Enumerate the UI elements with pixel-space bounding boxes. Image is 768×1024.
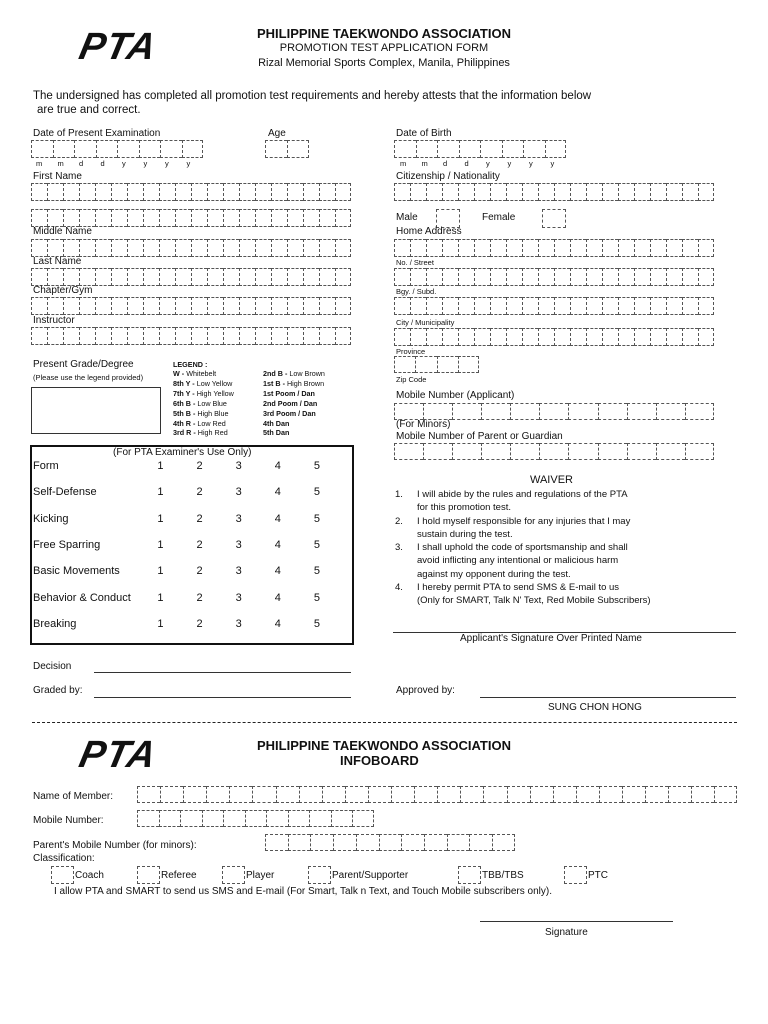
coach-checkbox[interactable] (51, 866, 74, 884)
legend-left: W - Whitebelt 8th Y - Low Yellow 7th Y - High Yellow 6th B - Low Blue 5th B - High Blue 4th R - Low Red 3rd R - High Red (173, 369, 234, 438)
score-option[interactable]: 1 (157, 486, 164, 498)
player-label: Player (246, 870, 275, 881)
score-option[interactable]: 4 (274, 486, 281, 498)
infoboard-signature-line[interactable] (480, 921, 673, 922)
score-option[interactable]: 1 (157, 592, 164, 604)
chapter-boxes[interactable] (31, 297, 351, 315)
infoboard-org: PHILIPPINE TAEKWONDO ASSOCIATION (257, 738, 511, 753)
label-last-name: Last Name (33, 256, 82, 267)
tbb-tbs-label: TBB/TBS (482, 870, 524, 881)
mobile-boxes[interactable] (137, 810, 374, 827)
parent-supporter-checkbox[interactable] (308, 866, 331, 884)
referee-checkbox[interactable] (137, 866, 160, 884)
label-middle-name: Middle Name (33, 226, 92, 237)
infoboard-signature-label: Signature (545, 927, 588, 938)
label-date-exam: Date of Present Examination (33, 128, 161, 139)
venue: Rizal Memorial Sports Complex, Manila, Philippines (258, 57, 510, 69)
score-option[interactable]: 3 (235, 460, 242, 472)
last-name-boxes[interactable] (31, 268, 351, 286)
waiver-title: WAIVER (530, 474, 573, 486)
form-title: PROMOTION TEST APPLICATION FORM (279, 42, 489, 54)
score-row (33, 565, 353, 577)
name-member-boxes[interactable] (137, 786, 737, 803)
score-option[interactable]: 2 (196, 486, 203, 498)
label-female: Female (482, 212, 516, 223)
label-citizenship: Citizenship / Nationality (396, 171, 500, 182)
score-option[interactable]: 2 (196, 592, 203, 604)
date-birth-hint: m m d d y y y y (400, 159, 555, 168)
score-option[interactable]: 5 (313, 486, 320, 498)
score-option[interactable]: 1 (157, 513, 164, 525)
infoboard-title: INFOBOARD (340, 753, 419, 768)
bgy-boxes[interactable] (394, 297, 714, 315)
referee-label: Referee (161, 870, 197, 881)
label-name-member: Name of Member: (33, 791, 114, 802)
score-option[interactable]: 4 (274, 592, 281, 604)
first-name-boxes-2[interactable] (31, 209, 351, 227)
score-option[interactable]: 5 (313, 539, 320, 551)
score-option[interactable]: 4 (274, 618, 281, 630)
label-mobile-parent: Mobile Number of Parent or Guardian (396, 431, 563, 442)
examiner-caption: (For PTA Examiner's Use Only) (113, 447, 252, 458)
label-street: No. / Street (396, 258, 434, 267)
label-first-name: First Name (33, 171, 82, 182)
present-grade-box[interactable] (31, 387, 161, 434)
zip-boxes[interactable] (394, 356, 479, 373)
score-option[interactable]: 5 (313, 460, 320, 472)
score-option[interactable]: 3 (235, 592, 242, 604)
label-mobile-applicant: Mobile Number (Applicant) (396, 390, 515, 401)
legend-title: LEGEND : (173, 360, 208, 369)
score-option[interactable]: 1 (157, 565, 164, 577)
score-option[interactable]: 2 (196, 565, 203, 577)
score-option[interactable]: 3 (235, 486, 242, 498)
score-option[interactable]: 2 (196, 513, 203, 525)
score-row-label: Self-Defense (33, 486, 97, 498)
score-row (33, 460, 353, 472)
org-title: PHILIPPINE TAEKWONDO ASSOCIATION (257, 26, 511, 41)
legend-hint: (Please use the legend provided) (33, 373, 144, 382)
score-row (33, 592, 353, 604)
score-option[interactable]: 4 (274, 565, 281, 577)
label-male: Male (396, 212, 418, 223)
score-option[interactable]: 5 (313, 618, 320, 630)
applicant-signature-label: Applicant's Signature Over Printed Name (460, 633, 642, 644)
pta-logo: PTA (75, 26, 161, 68)
ptc-checkbox[interactable] (564, 866, 587, 884)
label-zip: Zip Code (396, 375, 427, 384)
score-option[interactable]: 2 (196, 460, 203, 472)
label-chapter: Chapter/Gym (33, 285, 93, 296)
coach-label: Coach (75, 870, 104, 881)
score-option[interactable]: 4 (274, 460, 281, 472)
label-for-minors: (For Minors) (396, 419, 451, 430)
intro-line-2: are true and correct. (37, 104, 141, 116)
score-option[interactable]: 5 (313, 565, 320, 577)
label-graded-by: Graded by: (33, 685, 83, 696)
score-row (33, 539, 353, 551)
date-exam-boxes[interactable] (31, 140, 203, 158)
label-parent-mobile: Parent's Mobile Number (for minors): (33, 840, 197, 851)
label-bgy: Bgy. / Subd. (396, 287, 437, 296)
score-option[interactable]: 3 (235, 565, 242, 577)
middle-name-boxes[interactable] (31, 239, 351, 257)
score-option[interactable]: 1 (157, 618, 164, 630)
consent-text: I allow PTA and SMART to send us SMS and E-mail (For Smart, Talk n Text, and Touch Mobile subscribers only). (54, 886, 552, 897)
citizenship-boxes[interactable] (394, 183, 714, 201)
label-age: Age (268, 128, 286, 139)
pta-logo-infoboard: PTA (75, 734, 161, 776)
score-option[interactable]: 2 (196, 618, 203, 630)
score-row (33, 513, 353, 525)
score-row-label: Basic Movements (33, 565, 120, 577)
score-option[interactable]: 1 (157, 539, 164, 551)
label-mobile: Mobile Number: (33, 815, 104, 826)
label-approved-by: Approved by: (396, 685, 455, 696)
score-row (33, 486, 353, 498)
street-boxes[interactable] (394, 268, 714, 286)
score-option[interactable]: 3 (235, 539, 242, 551)
label-present-grade: Present Grade/Degree (33, 359, 134, 370)
label-decision: Decision (33, 661, 72, 672)
score-option[interactable]: 5 (313, 513, 320, 525)
city-boxes[interactable] (394, 328, 714, 346)
score-option[interactable]: 4 (274, 513, 281, 525)
date-birth-boxes[interactable] (394, 140, 566, 158)
intro-line-1: The undersigned has completed all promotion test requirements and hereby attests that the information below (33, 90, 592, 102)
parent-supporter-label: Parent/Supporter (332, 870, 409, 881)
label-home-address: Home Address (396, 226, 462, 237)
label-province: Province (396, 347, 426, 356)
score-row-label: Kicking (33, 513, 69, 525)
label-classification: Classification: (33, 853, 95, 864)
parent-mobile-boxes[interactable] (265, 834, 515, 851)
cut-line (32, 722, 737, 723)
label-city: City / Municipality (396, 318, 455, 327)
tbb-tbs-checkbox[interactable] (458, 866, 481, 884)
score-row (33, 618, 353, 630)
first-name-boxes-1[interactable] (31, 183, 351, 201)
date-exam-hint: m m d d y y y y (36, 159, 191, 168)
player-checkbox[interactable] (222, 866, 245, 884)
score-option[interactable]: 1 (157, 460, 164, 472)
mobile-parent-boxes[interactable] (394, 443, 714, 460)
approved-by-line[interactable] (480, 697, 736, 698)
score-row-label: Form (33, 460, 59, 472)
instructor-boxes[interactable] (31, 327, 351, 345)
age-boxes[interactable] (265, 140, 309, 158)
legend-right: 2nd B - Low Brown 1st B - High Brown 1st Poom / Dan 2nd Poom / Dan 3rd Poom / Dan 4th Dan 5th Dan (263, 369, 325, 438)
score-option[interactable]: 4 (274, 539, 281, 551)
home-address-boxes[interactable] (394, 239, 714, 257)
score-option[interactable]: 3 (235, 513, 242, 525)
graded-by-line[interactable] (94, 697, 351, 698)
label-instructor: Instructor (33, 315, 75, 326)
approver-name: SUNG CHON HONG (548, 702, 642, 713)
score-row-label: Behavior & Conduct (33, 592, 131, 604)
ptc-label: PTC (588, 870, 608, 881)
female-checkbox[interactable] (542, 209, 566, 228)
score-row-label: Free Sparring (33, 539, 101, 551)
label-date-birth: Date of Birth (396, 128, 452, 139)
score-option[interactable]: 2 (196, 539, 203, 551)
score-option[interactable]: 5 (313, 592, 320, 604)
score-row-label: Breaking (33, 618, 77, 630)
decision-line[interactable] (94, 672, 351, 673)
mobile-applicant-boxes[interactable] (394, 403, 714, 420)
score-option[interactable]: 3 (235, 618, 242, 630)
waiver-list: 1. I will abide by the rules and regulations of the PTA for this promotion test. 2. I hold myself responsible for any injuries that I may sustain during the test. 3. I shall uphold the code of sportsmanship and shall avoid inflicting any intentional or malicious harm against my opponent during the test. 4. I hereby permit PTA to send SMS & E-mail to us (Only for SMART, Talk N' Text, Red Mobile Subscribers) (395, 489, 651, 607)
